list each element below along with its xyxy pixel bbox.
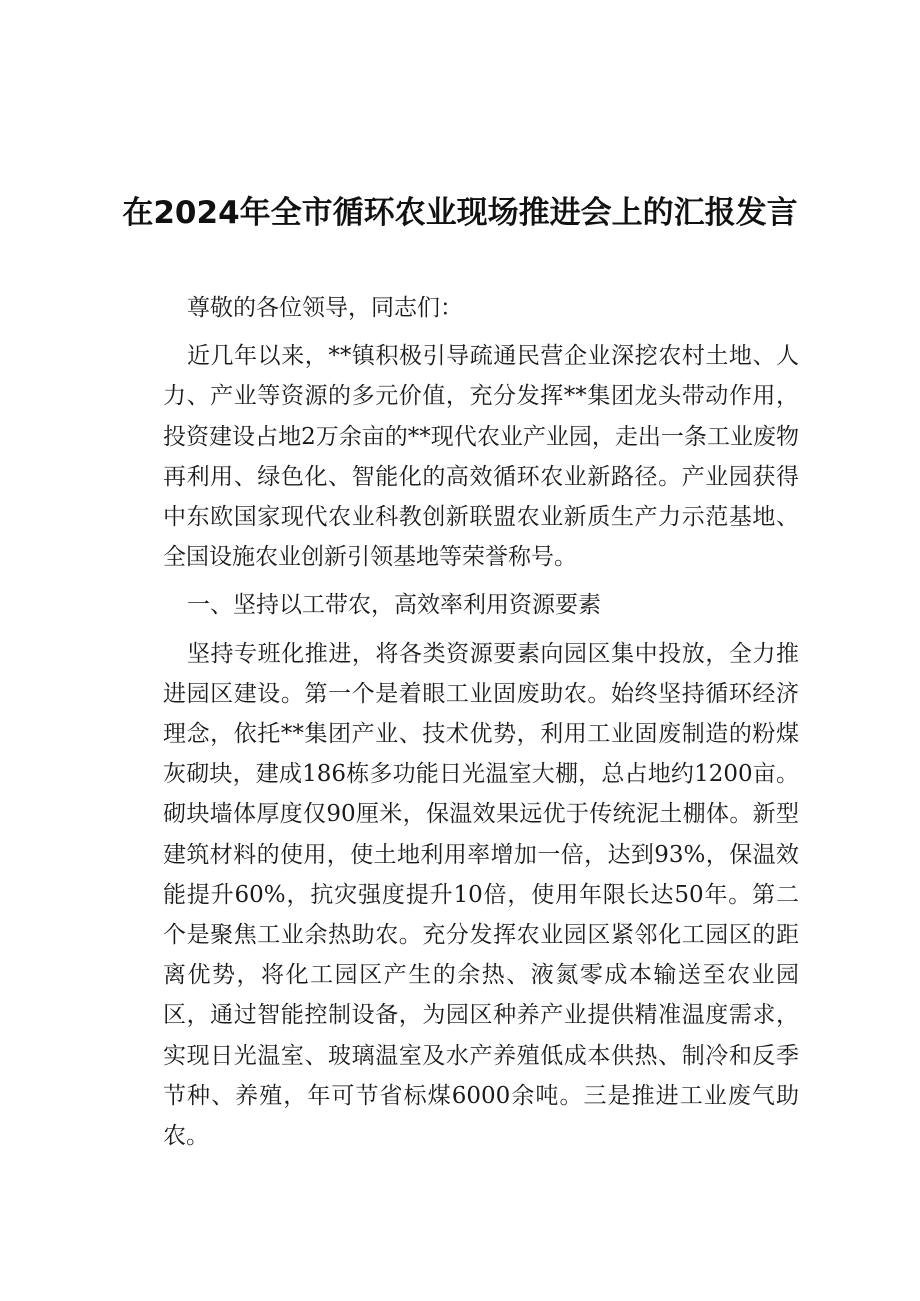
document-body bbox=[163, 288, 799, 1164]
salutation: 尊敬的各位领导，同志们： bbox=[187, 295, 463, 321]
paragraph-intro: 近几年以来，**镇积极引导疏通民营企业深挖农村土地、人力、产业等资源的多元价值，充分发挥**集团龙头带动作用，投资建设占地2万余亩的**现代农业产业园，走出一条工业废物再利用、绿色化、智能化的高效循环农业新路径。产业园获得中东欧国家现代农业科教创新联盟农业新质生产力示范基地、全国设施农业创新引领基地等荣誉称号。 bbox=[163, 343, 799, 571]
section-heading: 一、坚持以工带农，高效率利用资源要素 bbox=[187, 592, 601, 619]
paragraph-section-one: 坚持专班化推进，将各类资源要素向园区集中投放，全力推进园区建设。第一个是着眼工业固废助农。始终坚持循环经济理念，依托**集团产业、技术优势，利用工业固废制造的粉煤灰砌块，建成186栋多功能日光温室大棚，总占地约1200亩。砌块墙体厚度仅90厘米，保温效果远优于传统泥土棚体。新型建筑材料的使用，使土地利用率增加一倍，达到93%，保温效能提升60%，抗灾强度提升10倍，使用年限长达50年。第二个是聚焦工业余热助农。充分发挥农业园区紧邻化工园区的距离优势，将化工园区产生的余热、液氮零成本输送至农业园区，通过智能控制设备，为园区种养产业提供精准温度需求，实现日光温室、玻璃温室及水产养殖低成本供热、制冷和反季节种、养殖，年可节省标煤6000余吨。三是推进工业废气助农。 bbox=[163, 640, 799, 1150]
document-title: 在2024年全市循环农业现场推进会上的汇报发言 bbox=[122, 195, 798, 231]
